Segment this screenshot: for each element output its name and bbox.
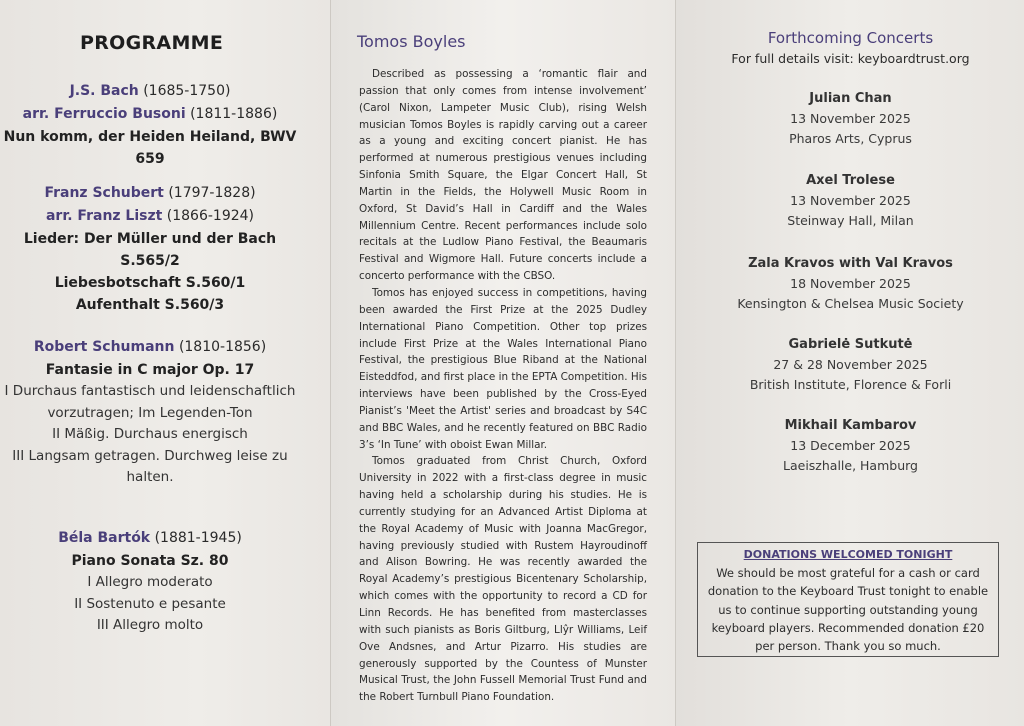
composer-name: J.S. Bach [69,83,139,99]
donations-box [697,542,999,657]
composer-name: Robert Schumann [33,339,175,355]
programme-item-bartok [0,527,300,637]
concert-item [676,416,1024,476]
concert-artist: Gabrielė Sutkutė [788,337,913,352]
composer-dates: (1810-1856) [178,339,267,355]
movement: II Sostenuto e pesante [74,595,226,612]
concert-artist: Zala Kravos with Val Kravos [748,256,953,271]
arranger-line [0,103,300,126]
biography-paragraph: Tomos graduated from Christ Church, Oxford University in 2022 with a first-class degree in music having held a scholarship during his studies. He is currently studying for an Advanced Artist Diploma at the Royal Academy of Music with Joanna MacGregor, having previously studied with Rustem Hayroudinoff and Alison Bowring. He was recently awarded the Royal Academy’s prestigious Bicentenary Scholarship, which comes with the opportunity to record a CD for Linn Records. He has benefited from masterclasses with such pianists as Boris Giltburg, Llŷr Williams, Leif Ove Andsnes, and Artur Pizarro. His studies are generously supported by the Countess of Munster Musical Trust, the John Fussell Memorial Trust Fund and the Robert Turnbull Piano Foundation. [359,455,647,704]
movement: III Langsam getragen. Durchweg leise zu [12,447,288,464]
concert-artist: Mikhail Kambarov [784,418,917,433]
forthcoming-heading: Forthcoming Concerts [767,29,934,47]
arranger-name: arr. Ferruccio Busoni [22,106,186,122]
concert-date: 13 December 2025 [790,438,911,453]
concert-item [676,335,1024,395]
work-title: Aufenthalt S.560/3 [75,297,225,313]
composer-line [0,527,300,550]
composer-dates: (1881-1945) [154,530,242,546]
biography-panel [330,0,675,726]
composer-dates: (1685-1750) [143,83,231,99]
arranger-line [0,205,300,228]
movement: halten. [126,469,174,485]
movement: vorzutragen; Im Legenden-Ton [47,404,253,421]
programme-item-bach [0,80,300,170]
programme-item-schumann [0,336,300,489]
concert-venue: Laeiszhalle, Hamburg [783,458,918,473]
work-title: Fantasie in C major Op. 17 [45,362,255,378]
work-title: Lieder: Der Müller und der Bach S.565/2 [23,231,277,269]
donations-heading: DONATIONS WELCOMED TONIGHT [743,548,953,561]
arranger-name: arr. Franz Liszt [45,208,163,224]
composer-dates: (1797-1828) [168,185,256,201]
biography-paragraph: Tomos has enjoyed success in competitions, having been awarded the First Prize at the 2025 Dudley International Piano Competition. Other top prizes include First Prize at the Wales International Piano Festival, the prestigious Blue Riband at the National Eisteddfod, and first place in the EPTA Competition. His interviews have been published by the Cross-Eyed Pianist’s 'Meet the Artist' series and broadcast by S4C and BBC Wales, and he recently featured on BBC Radio 3’s ‘In Tune’ with oboist Ewan Millar. [359,286,647,451]
concert-artist: Axel Trolese [806,173,895,188]
donations-text: We should be most grateful for a cash or card donation to the Keyboard Trust tonight to enable us to continue supporting outstanding young keyboard players. Recommended donation £20 per person. Thank you so much. [707,566,989,654]
arranger-dates: (1866-1924) [166,208,255,224]
programme-item-schubert [0,182,300,316]
composer-line [0,182,300,205]
movement: III Allegro molto [96,617,204,633]
biography-text [359,66,647,706]
biography-paragraph: Described as possessing a ‘romantic flair and passion that only comes from intense involvement’ (Carol Nixon, Lampeter Music Club), rising Welsh musician Tomos Boyles is rapidly carving out a career as a young and exciting concert pianist. He has performed at numerous prestigious venues including Sinfonia Smith Square, the Elgar Concert Hall, St Martin in the Fields, the Holywell Music Room in Oxford, St David’s Hall in Cardiff and the Wales Millennium Centre. Recent performances include solo recitals at the Ludlow Piano Festival, the Beaumaris Festival and Wigmore Hall. Future concerts include a concerto performance with the CBSO. [359,68,647,283]
concert-item [676,254,1024,314]
arranger-dates: (1811-1886) [190,106,278,122]
programme-heading: PROGRAMME [80,32,224,54]
concert-date: 18 November 2025 [790,276,911,291]
movement: I Durchaus fantastisch und leidenschaftlich [4,383,296,399]
concert-venue: Kensington & Chelsea Music Society [737,296,964,311]
concert-venue: Steinway Hall, Milan [787,213,914,228]
movement: I Allegro moderato [87,574,213,590]
work-title: Piano Sonata Sz. 80 [71,553,229,569]
movement: II Mäßig. Durchaus energisch [52,426,248,442]
concert-item [676,171,1024,231]
concert-venue: British Institute, Florence & Forli [749,377,952,392]
composer-line [0,80,300,103]
work-title: Liebesbotschaft S.560/1 [54,275,246,291]
composer-name: Franz Schubert [44,185,164,201]
concert-artist: Julian Chan [809,91,892,106]
concert-date: 13 November 2025 [790,193,911,208]
concert-date: 13 November 2025 [790,111,911,126]
work-title: Nun komm, der Heiden Heiland, BWV 659 [3,129,297,167]
forthcoming-subheading: For full details visit: keyboardtrust.org [731,51,970,66]
biography-heading: Tomos Boyles [357,32,466,51]
programme-panel [0,0,330,726]
concert-venue: Pharos Arts, Cyprus [789,131,912,146]
composer-line [0,336,300,359]
concert-date: 27 & 28 November 2025 [773,357,928,372]
composer-name: Béla Bartók [58,530,151,546]
forthcoming-panel [675,0,1024,726]
concert-item [676,89,1024,149]
